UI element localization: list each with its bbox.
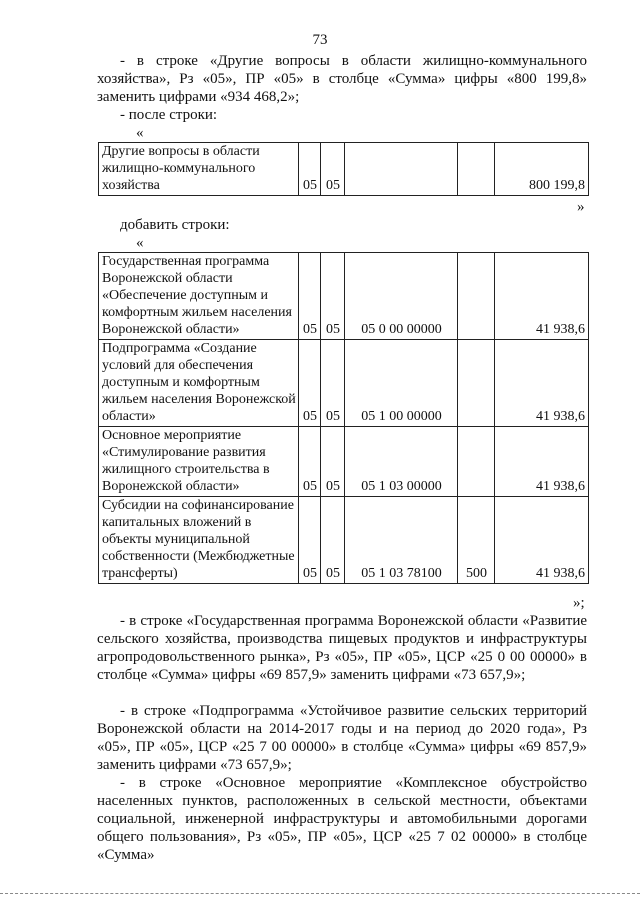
table-row bbox=[99, 253, 589, 340]
row-pr: 05 bbox=[321, 253, 345, 340]
row-sum: 800 199,8 bbox=[495, 143, 589, 196]
row-csr bbox=[345, 143, 458, 196]
page-number: 73 bbox=[312, 32, 328, 48]
row-vr bbox=[458, 427, 495, 497]
table-row bbox=[99, 497, 589, 584]
row-rz: 05 bbox=[299, 340, 321, 427]
row-rz: 05 bbox=[299, 427, 321, 497]
row-vr: 500 bbox=[458, 497, 495, 584]
add-rows-label: добавить строки: bbox=[120, 217, 230, 233]
table-row bbox=[99, 143, 589, 196]
close-quote-semicolon: »; bbox=[573, 595, 585, 611]
page-bottom-edge bbox=[0, 893, 640, 894]
close-quote: » bbox=[577, 199, 585, 215]
row-name: Государственная программа Воронежской области «Обеспечение доступным и комфортным жильем населения Воронежской области» bbox=[99, 253, 299, 340]
row-name: Подпрограмма «Создание условий для обеспечения доступным и комфортным жильем населения Воронежской области» bbox=[99, 340, 299, 427]
row-csr: 05 1 00 00000 bbox=[345, 340, 458, 427]
table-row bbox=[99, 427, 589, 497]
row-csr: 05 1 03 00000 bbox=[345, 427, 458, 497]
row-vr bbox=[458, 340, 495, 427]
row-name: Субсидии на софинансирование капитальных вложений в объекты муниципальной собственности (Межбюджетные трансферты) bbox=[99, 497, 299, 584]
paragraph-replace-rural-activity: - в строке «Основное мероприятие «Комплексное обустройство населенных пунктов, расположенных в сельской местности, объектами социальной, инженерной инфраструктуры и автомобильными дорогами общего пользования», Рз «05», ПР «05», ЦСР «25 7 02 00000» в столбце «Сумма» bbox=[97, 775, 587, 863]
row-name: Другие вопросы в области жилищно-коммунального хозяйства bbox=[99, 143, 299, 196]
row-name: Основное мероприятие «Стимулирование развития жилищного строительства в Воронежской области» bbox=[99, 427, 299, 497]
row-csr: 05 0 00 00000 bbox=[345, 253, 458, 340]
row-pr: 05 bbox=[321, 427, 345, 497]
after-row-label: - после строки: bbox=[120, 107, 218, 123]
row-pr: 05 bbox=[321, 497, 345, 584]
paragraph-replace-rural-subprogram: - в строке «Подпрограмма «Устойчивое развитие сельских территорий Воронежской области на 2014-2017 годы и на период до 2020 года», Рз «05», ПР «05», ЦСР «25 7 00 00000» в столбце «Сумма» цифры «69 857,9» заменить цифрами «73 657,9»; bbox=[97, 703, 587, 773]
open-quote: « bbox=[136, 125, 144, 141]
row-rz: 05 bbox=[299, 253, 321, 340]
paragraph-replace-agriculture-program: - в строке «Государственная программа Воронежской области «Развитие сельского хозяйства, производства пищевых продуктов и инфраструктуры агропродовольственного рынка», Рз «05», ПР «05», ЦСР «25 0 00 00000» в столбце «Сумма» цифры «69 857,9» заменить цифрами «73 657,9»; bbox=[97, 613, 587, 683]
row-pr: 05 bbox=[321, 143, 345, 196]
row-sum: 41 938,6 bbox=[495, 497, 589, 584]
open-quote-2: « bbox=[136, 235, 144, 251]
row-pr: 05 bbox=[321, 340, 345, 427]
row-rz: 05 bbox=[299, 497, 321, 584]
row-csr: 05 1 03 78100 bbox=[345, 497, 458, 584]
row-vr bbox=[458, 253, 495, 340]
table-existing-row bbox=[98, 142, 589, 196]
table-added-rows bbox=[98, 252, 589, 584]
row-rz: 05 bbox=[299, 143, 321, 196]
row-vr bbox=[458, 143, 495, 196]
table-row bbox=[99, 340, 589, 427]
row-sum: 41 938,6 bbox=[495, 427, 589, 497]
row-sum: 41 938,6 bbox=[495, 253, 589, 340]
row-sum: 41 938,6 bbox=[495, 340, 589, 427]
paragraph-replace-housing: - в строке «Другие вопросы в области жилищно-коммунального хозяйства», Рз «05», ПР «05» в столбце «Сумма» цифры «800 199,8» заменить цифрами «934 468,2»; bbox=[97, 53, 587, 105]
